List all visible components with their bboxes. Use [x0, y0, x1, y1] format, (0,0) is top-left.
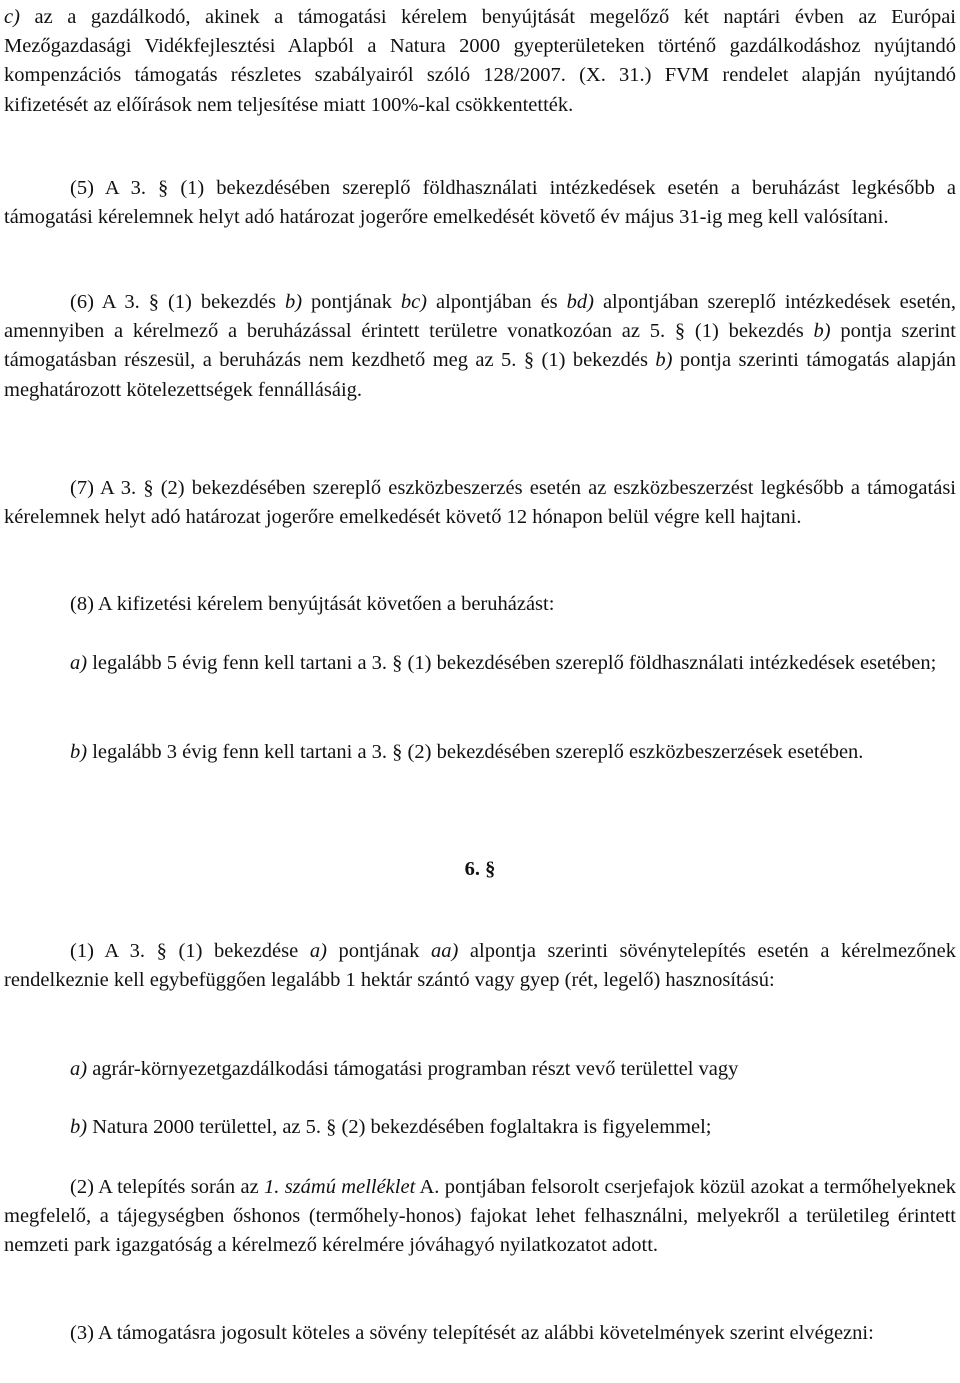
text-run: pontjának — [302, 291, 401, 313]
paragraph-8a — [4, 649, 956, 678]
text-run: (1) A 3. § (1) bekezdése — [70, 940, 310, 962]
paragraph-text: legalább 3 évig fenn kell tartani a 3. § (2) bekezdésében szereplő eszközbeszerzések esetében. — [87, 741, 864, 763]
text-run: alpontja szerinti sövénytelepítés esetén a kérelmezőnek rendelkeznie kell egybefüggően legalább 1 hektár szántó vagy gyep (rét, legelő) hasznosítású: — [4, 940, 956, 992]
paragraph-text: (8) A kifizetési kérelem benyújtását követően a beruházást: — [70, 593, 555, 615]
paragraph-section6-2 — [4, 1173, 956, 1261]
paragraph-text: legalább 5 évig fenn kell tartani a 3. § (1) bekezdésében szereplő földhasználati intézkedések esetében; — [87, 652, 937, 674]
italic-run: b) — [284, 291, 303, 313]
text-run: alpontjában és — [427, 291, 567, 313]
italic-run: aa) — [430, 940, 459, 962]
item-label: a) — [70, 1058, 88, 1080]
paragraph-section6-1b — [4, 1113, 956, 1142]
item-label: b) — [70, 1116, 88, 1138]
paragraph-8b — [4, 738, 956, 767]
paragraph-6 — [4, 288, 956, 405]
paragraph-text: (3) A támogatásra jogosult köteles a sövény telepítését az alábbi követelmények szerint elvégezni: — [70, 1322, 874, 1344]
italic-run: b) — [813, 320, 831, 343]
paragraph-7 — [4, 474, 956, 532]
text-run: alpontjában szereplő intézkedések esetén, amennyiben a kérelmező a beruházással érintett területre vonatkozóan az 5. § (1) bekezdés — [4, 291, 956, 343]
paragraph-c — [4, 3, 956, 120]
italic-run: bd) — [566, 291, 594, 313]
paragraph-section6-1a — [4, 1055, 956, 1084]
paragraph-section6-1 — [4, 937, 956, 995]
paragraph-text: (7) A 3. § (2) bekezdésében szereplő eszközbeszerzés esetén az eszközbeszerzést legkésőbb a támogatási kérelemnek helyt adó határozat jogerőre emelkedését követő 12 hónapon belül végre kell hajtani. — [4, 477, 956, 529]
paragraph-5 — [4, 174, 956, 232]
section-heading: 6. § — [464, 858, 496, 880]
text-run: pontja szerinti támogatás alapján meghatározott kötelezettségek fennállásáig. — [4, 349, 956, 401]
italic-run: 1. számú melléklet — [264, 1176, 416, 1198]
paragraph-text: Natura 2000 területtel, az 5. § (2) bekezdésében foglaltakra is figyelemmel; — [87, 1116, 712, 1138]
text-run: (2) A telepítés során az — [70, 1176, 264, 1198]
italic-run: a) — [309, 940, 327, 962]
paragraph-text: az a gazdálkodó, akinek a támogatási kérelem benyújtását megelőző két naptári évben az Európai Mezőgazdasági Vidékfejlesztési Alapból a Natura 2000 gyepterületeken történő gazdálkodáshoz nyújtandó kompenzációs támogatás részletes szabályairól szóló 128/2007. (X. 31.) FVM rendelet alapján nyújtandó kifizetését az előírások nem teljesítése miatt 100%-kal csökkentették. — [4, 6, 956, 116]
paragraph-section6-3 — [4, 1319, 956, 1348]
item-label: a) — [70, 652, 88, 674]
text-run: pontjának — [326, 940, 431, 962]
italic-run: bc) — [400, 291, 427, 313]
text-run: (6) A 3. § (1) bekezdés — [70, 291, 285, 313]
item-label: b) — [70, 741, 88, 763]
paragraph-8 — [4, 590, 956, 619]
paragraph-text: agrár-környezetgazdálkodási támogatási programban részt vevő területtel vagy — [87, 1058, 739, 1080]
item-label: c) — [4, 6, 20, 28]
text-run: pontja szerint támogatásban részesül, a beruházás nem kezdhető meg az 5. § (1) bekezdés — [4, 320, 956, 372]
paragraph-text: (5) A 3. § (1) bekezdésében szereplő földhasználati intézkedések esetén a beruházást legkésőbb a támogatási kérelemnek helyt adó határozat jogerőre emelkedését követő év május 31-ig meg kell valósítani. — [4, 177, 956, 229]
italic-run: b) — [655, 349, 673, 372]
text-run: A. pontjában felsorolt cserjefajok közül azokat a termőhelyeknek megfelelő, a tájegységben őshonos (termőhely-honos) fajokat lehet felhasználni, melyekről a területileg érintett nemzeti park igazgatóság a kérelmező kérelmére jóváhagyó nyilatkozatot adott. — [4, 1176, 956, 1257]
